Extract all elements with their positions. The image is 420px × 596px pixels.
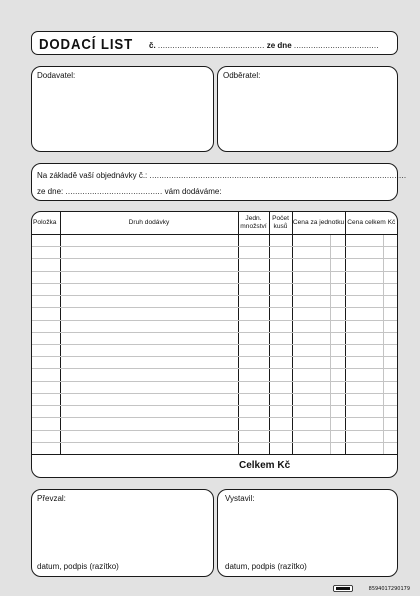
table-cell[interactable] <box>269 259 292 271</box>
table-cell[interactable] <box>32 332 60 344</box>
table-row <box>32 369 397 381</box>
table-cell[interactable] <box>383 259 397 271</box>
table-cell[interactable] <box>269 369 292 381</box>
table-cell[interactable] <box>292 357 330 369</box>
table-cell[interactable] <box>238 332 269 344</box>
table-cell[interactable] <box>238 369 269 381</box>
table-cell[interactable] <box>269 393 292 405</box>
issued-hint: datum, podpis (razítko) <box>225 562 307 571</box>
table-cell[interactable] <box>330 344 345 356</box>
table-cell[interactable] <box>330 271 345 283</box>
table-cell[interactable] <box>345 357 383 369</box>
table-cell[interactable] <box>60 308 238 320</box>
table-cell[interactable] <box>330 442 345 454</box>
title-fields <box>149 41 379 50</box>
issued-label: Vystavil: <box>225 494 255 503</box>
table-cell[interactable] <box>60 442 238 454</box>
table-cell[interactable] <box>292 283 330 295</box>
total-label: Celkem Kč <box>239 460 291 471</box>
table-cell[interactable] <box>269 308 292 320</box>
table-cell[interactable] <box>238 320 269 332</box>
table-cell[interactable] <box>330 430 345 442</box>
received-box[interactable] <box>31 489 214 577</box>
col-header-total-price: Cena celkem Kč <box>345 212 397 235</box>
table-cell[interactable] <box>60 369 238 381</box>
table-cell[interactable] <box>383 247 397 259</box>
order-number-label: Na základě vaší objednávky č.: <box>37 171 148 180</box>
table-cell[interactable] <box>32 393 60 405</box>
col-header-unit-quantity: Jedn. množství <box>238 212 269 235</box>
table-cell[interactable] <box>32 308 60 320</box>
order-date-label: ze dne: <box>37 187 64 196</box>
document-title: DODACÍ LIST <box>39 36 134 53</box>
col-header-description: Druh dodávky <box>60 212 238 235</box>
received-label: Převzal: <box>37 494 66 503</box>
table-cell[interactable] <box>32 357 60 369</box>
table-row <box>32 418 397 430</box>
table-row <box>32 296 397 308</box>
table-cell[interactable] <box>60 406 238 418</box>
number-field[interactable]: ............................................ <box>157 41 265 50</box>
table-cell[interactable] <box>345 406 383 418</box>
table-cell[interactable] <box>32 283 60 295</box>
table-row <box>32 332 397 344</box>
table-cell[interactable] <box>60 393 238 405</box>
table-cell[interactable] <box>345 430 383 442</box>
table-cell[interactable] <box>292 247 330 259</box>
table-cell[interactable] <box>238 259 269 271</box>
barcode-number: 8594017290179 <box>368 586 410 592</box>
table-cell[interactable] <box>60 381 238 393</box>
received-hint: datum, podpis (razítko) <box>37 562 119 571</box>
table-cell[interactable] <box>345 332 383 344</box>
table-cell[interactable] <box>292 320 330 332</box>
table-row <box>32 406 397 418</box>
table-cell[interactable] <box>330 308 345 320</box>
table-cell[interactable] <box>32 235 60 247</box>
table-cell[interactable] <box>292 296 330 308</box>
total-row <box>32 454 397 477</box>
customer-box[interactable] <box>217 66 398 152</box>
table-cell[interactable] <box>269 235 292 247</box>
table-cell[interactable] <box>60 430 238 442</box>
table-cell[interactable] <box>269 406 292 418</box>
table-cell[interactable] <box>330 259 345 271</box>
table-cell[interactable] <box>383 283 397 295</box>
table-cell[interactable] <box>345 247 383 259</box>
table-cell[interactable] <box>269 247 292 259</box>
table-cell[interactable] <box>60 259 238 271</box>
table-cell[interactable] <box>292 381 330 393</box>
table-cell[interactable] <box>60 418 238 430</box>
table-cell[interactable] <box>32 247 60 259</box>
table-cell[interactable] <box>330 418 345 430</box>
table-row <box>32 283 397 295</box>
table-row <box>32 235 397 247</box>
table-row <box>32 259 397 271</box>
supplier-box[interactable] <box>31 66 214 152</box>
table-cell[interactable] <box>60 320 238 332</box>
table-cell[interactable] <box>383 406 397 418</box>
table-cell[interactable] <box>269 357 292 369</box>
table-cell[interactable] <box>32 430 60 442</box>
table-cell[interactable] <box>32 259 60 271</box>
supplier-label: Dodavatel: <box>37 71 76 80</box>
table-cell[interactable] <box>269 296 292 308</box>
table-cell[interactable] <box>269 418 292 430</box>
table-cell[interactable] <box>292 308 330 320</box>
table-cell[interactable] <box>32 369 60 381</box>
table-cell[interactable] <box>383 296 397 308</box>
order-date-field[interactable]: ........................................ <box>65 187 163 196</box>
table-cell[interactable] <box>269 430 292 442</box>
table-cell[interactable] <box>269 442 292 454</box>
table-cell[interactable] <box>345 393 383 405</box>
table-cell[interactable] <box>345 442 383 454</box>
table-cell[interactable] <box>345 235 383 247</box>
table-row <box>32 344 397 356</box>
table-cell[interactable] <box>60 344 238 356</box>
table-cell[interactable] <box>383 418 397 430</box>
table-cell[interactable] <box>330 332 345 344</box>
col-header-unit-price: Cena za jednotku <box>292 212 345 235</box>
number-label: č. <box>149 41 156 50</box>
table-cell[interactable] <box>383 393 397 405</box>
table-cell[interactable] <box>292 235 330 247</box>
table-cell[interactable] <box>345 259 383 271</box>
table-cell[interactable] <box>292 369 330 381</box>
table-row <box>32 247 397 259</box>
table-cell[interactable] <box>345 271 383 283</box>
col-header-item: Položka <box>32 212 60 235</box>
table-cell[interactable] <box>383 369 397 381</box>
table-cell[interactable] <box>383 308 397 320</box>
date-field[interactable]: ................................... <box>293 41 379 50</box>
table-cell[interactable] <box>238 235 269 247</box>
table-cell[interactable] <box>330 357 345 369</box>
table-cell[interactable] <box>60 332 238 344</box>
table-cell[interactable] <box>330 381 345 393</box>
table-cell[interactable] <box>345 308 383 320</box>
table-cell[interactable] <box>269 344 292 356</box>
table-cell[interactable] <box>292 442 330 454</box>
table-cell[interactable] <box>345 418 383 430</box>
table-cell[interactable] <box>238 283 269 295</box>
order-number-field[interactable]: .......................................................................................................... <box>149 171 407 180</box>
table-cell[interactable] <box>269 320 292 332</box>
order-box <box>31 163 407 201</box>
table-cell[interactable] <box>345 344 383 356</box>
table-row <box>32 430 397 442</box>
table-cell[interactable] <box>292 259 330 271</box>
table-cell[interactable] <box>238 393 269 405</box>
title-box <box>31 31 398 55</box>
table-cell[interactable] <box>32 344 60 356</box>
table-cell[interactable] <box>292 406 330 418</box>
table-cell[interactable] <box>383 271 397 283</box>
table-cell[interactable] <box>345 296 383 308</box>
table-cell[interactable] <box>330 393 345 405</box>
table-cell[interactable] <box>238 344 269 356</box>
table-cell[interactable] <box>238 442 269 454</box>
table-cell[interactable] <box>292 344 330 356</box>
table-cell[interactable] <box>32 271 60 283</box>
table-row <box>32 442 397 454</box>
table-row <box>32 393 397 405</box>
table-cell[interactable] <box>269 283 292 295</box>
table-cell[interactable] <box>383 381 397 393</box>
table-cell[interactable] <box>269 271 292 283</box>
table-cell[interactable] <box>292 430 330 442</box>
items-box <box>31 211 398 478</box>
table-cell[interactable] <box>60 357 238 369</box>
table-cell[interactable] <box>292 393 330 405</box>
table-cell[interactable] <box>330 235 345 247</box>
table-cell[interactable] <box>292 418 330 430</box>
table-row <box>32 357 397 369</box>
date-label: ze dne <box>266 41 292 50</box>
table-cell[interactable] <box>383 357 397 369</box>
table-cell[interactable] <box>238 271 269 283</box>
table-cell[interactable] <box>32 406 60 418</box>
table-cell[interactable] <box>330 247 345 259</box>
table-cell[interactable] <box>238 308 269 320</box>
table-cell[interactable] <box>383 430 397 442</box>
items-table <box>32 212 397 455</box>
customer-label: Odběratel: <box>223 71 261 80</box>
table-cell[interactable] <box>32 320 60 332</box>
table-cell[interactable] <box>60 235 238 247</box>
item-rows <box>32 235 397 455</box>
table-cell[interactable] <box>330 369 345 381</box>
table-row <box>32 308 397 320</box>
table-cell[interactable] <box>292 271 330 283</box>
table-cell[interactable] <box>383 320 397 332</box>
issued-box[interactable] <box>217 489 398 577</box>
table-cell[interactable] <box>383 442 397 454</box>
col-header-count: Počet kusů <box>269 212 292 235</box>
table-cell[interactable] <box>60 271 238 283</box>
table-cell[interactable] <box>383 344 397 356</box>
table-cell[interactable] <box>238 247 269 259</box>
table-row <box>32 271 397 283</box>
table-cell[interactable] <box>60 296 238 308</box>
table-cell[interactable] <box>238 357 269 369</box>
table-row <box>32 381 397 393</box>
table-cell[interactable] <box>238 406 269 418</box>
order-line-1 <box>37 171 406 180</box>
table-cell[interactable] <box>330 283 345 295</box>
table-cell[interactable] <box>60 247 238 259</box>
table-cell[interactable] <box>32 442 60 454</box>
table-cell[interactable] <box>238 418 269 430</box>
table-cell[interactable] <box>238 430 269 442</box>
table-cell[interactable] <box>383 235 397 247</box>
table-cell[interactable] <box>292 332 330 344</box>
table-cell[interactable] <box>330 320 345 332</box>
table-cell[interactable] <box>345 381 383 393</box>
table-cell[interactable] <box>238 296 269 308</box>
table-cell[interactable] <box>269 332 292 344</box>
table-cell[interactable] <box>238 381 269 393</box>
table-cell[interactable] <box>269 381 292 393</box>
order-line-2 <box>37 187 222 196</box>
table-cell[interactable] <box>32 418 60 430</box>
table-cell[interactable] <box>345 283 383 295</box>
table-cell[interactable] <box>32 381 60 393</box>
table-cell[interactable] <box>345 320 383 332</box>
publisher-logo-icon <box>333 585 353 592</box>
table-row <box>32 320 397 332</box>
table-cell[interactable] <box>345 369 383 381</box>
table-cell[interactable] <box>60 283 238 295</box>
order-suffix-label: vám dodáváme: <box>164 187 222 196</box>
table-cell[interactable] <box>383 332 397 344</box>
table-cell[interactable] <box>330 296 345 308</box>
table-cell[interactable] <box>330 406 345 418</box>
table-cell[interactable] <box>32 296 60 308</box>
